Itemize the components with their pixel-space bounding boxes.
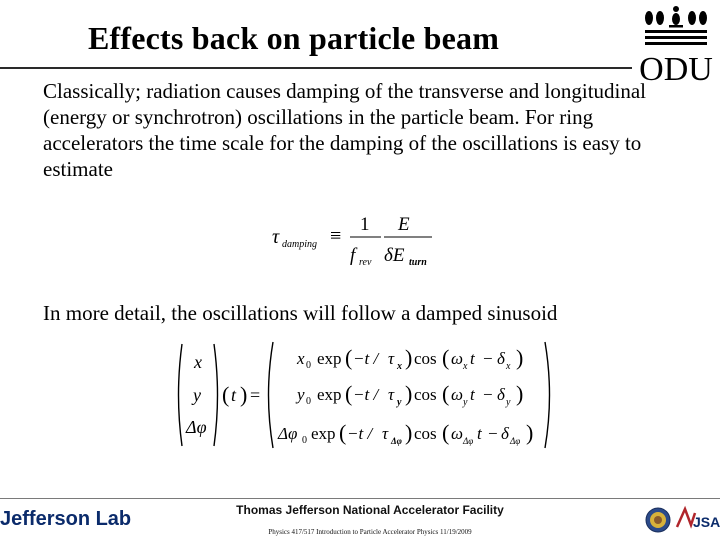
svg-text:(: ( xyxy=(442,420,450,445)
arg-t: t xyxy=(231,385,237,405)
svg-text:(: ( xyxy=(222,382,230,407)
crown-icon xyxy=(645,6,707,45)
svg-text:t: t xyxy=(477,424,482,443)
damped-sinusoid-equation xyxy=(172,338,557,453)
doe-seal-icon xyxy=(645,507,671,533)
eq1-equiv: ≡ xyxy=(330,225,342,247)
lhs-left-paren xyxy=(179,344,183,446)
svg-text:x: x xyxy=(506,361,511,372)
odu-logo xyxy=(636,4,716,88)
eq1-den1-sub: rev xyxy=(359,257,372,268)
svg-text:(: ( xyxy=(442,381,450,406)
svg-text:y: y xyxy=(297,385,305,404)
svg-text:y: y xyxy=(397,397,402,408)
svg-text:ω: ω xyxy=(451,349,464,368)
course-footnote: Physics 417/517 Introduction to Particle Accelerator Physics 11/19/2009 xyxy=(268,528,472,536)
lhs-x: x xyxy=(194,352,202,372)
svg-text:(: ( xyxy=(345,381,353,406)
svg-text:−t /: −t / xyxy=(347,424,373,443)
lhs-dphi: Δφ xyxy=(186,417,207,437)
footer-divider xyxy=(0,498,720,499)
svg-text:): ) xyxy=(405,345,413,370)
svg-text:τ: τ xyxy=(382,424,389,443)
svg-text:δ: δ xyxy=(497,385,505,404)
svg-text:y: y xyxy=(506,397,511,408)
svg-text:cos: cos xyxy=(414,385,437,404)
svg-text:(: ( xyxy=(442,345,450,370)
svg-text:τ: τ xyxy=(388,349,395,368)
lhs-right-paren xyxy=(214,344,218,446)
svg-text:τ: τ xyxy=(388,385,395,404)
facility-name: Thomas Jefferson National Accelerator Facility xyxy=(236,503,504,517)
jefferson-lab-logo xyxy=(0,508,131,531)
svg-text:): ) xyxy=(526,420,534,445)
eq1-num2: E xyxy=(398,214,410,235)
svg-text:Δφ: Δφ xyxy=(278,424,298,443)
matrix-row-dphi xyxy=(277,420,533,446)
eq1-tau: τ xyxy=(272,226,280,248)
eq1-tau-sub: damping xyxy=(282,239,317,250)
svg-text:cos: cos xyxy=(414,349,437,368)
svg-text:δ: δ xyxy=(497,349,505,368)
title-divider xyxy=(0,67,632,69)
svg-text:): ) xyxy=(405,381,413,406)
intro-paragraph: Classically; radiation causes damping of the transverse and longitudinal (energy or synchrotron) oscillations in the particle beam. For ring accelerators the time scale for the damping of the oscillations is easy to estimate xyxy=(43,79,647,181)
svg-text:): ) xyxy=(240,382,248,407)
rhs-right-paren xyxy=(545,342,550,448)
jsa-logo-text: JSA xyxy=(693,514,720,530)
svg-text:−: − xyxy=(488,424,498,443)
matrix-row-x xyxy=(296,345,523,372)
damping-time-equation xyxy=(270,205,440,275)
svg-text:): ) xyxy=(516,345,524,370)
svg-text:exp: exp xyxy=(311,424,336,443)
svg-text:0: 0 xyxy=(306,396,311,407)
eq1-num1: 1 xyxy=(360,214,370,235)
svg-text:t: t xyxy=(470,349,475,368)
svg-text:): ) xyxy=(516,381,524,406)
svg-text:x: x xyxy=(463,361,468,372)
svg-text:): ) xyxy=(405,420,413,445)
svg-text:x: x xyxy=(297,349,305,368)
eq1-den2: δE xyxy=(384,245,405,266)
svg-text:exp: exp xyxy=(317,385,342,404)
lhs-y: y xyxy=(193,385,201,405)
matrix-row-y xyxy=(295,381,523,408)
svg-text:Δφ: Δφ xyxy=(391,436,402,446)
jefferson-lab-logo-text: Jefferson Lab xyxy=(0,508,132,530)
jsa-logo xyxy=(675,505,720,535)
svg-text:δ: δ xyxy=(501,424,509,443)
svg-text:0: 0 xyxy=(306,360,311,371)
eq1-den1: f xyxy=(350,245,356,266)
svg-text:−t /: −t / xyxy=(353,385,379,404)
svg-text:Δφ: Δφ xyxy=(510,436,521,446)
svg-text:exp: exp xyxy=(317,349,342,368)
eq1-den2-sub: turn xyxy=(409,257,427,268)
svg-text:−t /: −t / xyxy=(353,349,379,368)
svg-text:Δφ: Δφ xyxy=(463,436,474,446)
svg-text:ω: ω xyxy=(451,424,464,443)
svg-text:0: 0 xyxy=(302,435,307,446)
svg-text:ω: ω xyxy=(451,385,464,404)
svg-text:y: y xyxy=(463,397,468,408)
slide-title: Effects back on particle beam xyxy=(88,20,500,56)
detail-paragraph: In more detail, the oscillations will follow a damped sinusoid xyxy=(43,301,558,325)
svg-text:t: t xyxy=(470,385,475,404)
svg-text:(: ( xyxy=(339,420,347,445)
svg-text:cos: cos xyxy=(414,424,437,443)
svg-text:x: x xyxy=(397,361,402,372)
svg-text:−: − xyxy=(483,385,493,404)
svg-text:−: − xyxy=(483,349,493,368)
odu-logo-text: ODU xyxy=(639,51,713,88)
rhs-left-paren xyxy=(269,342,274,448)
equals-sign: = xyxy=(250,385,261,405)
svg-text:(: ( xyxy=(345,345,353,370)
